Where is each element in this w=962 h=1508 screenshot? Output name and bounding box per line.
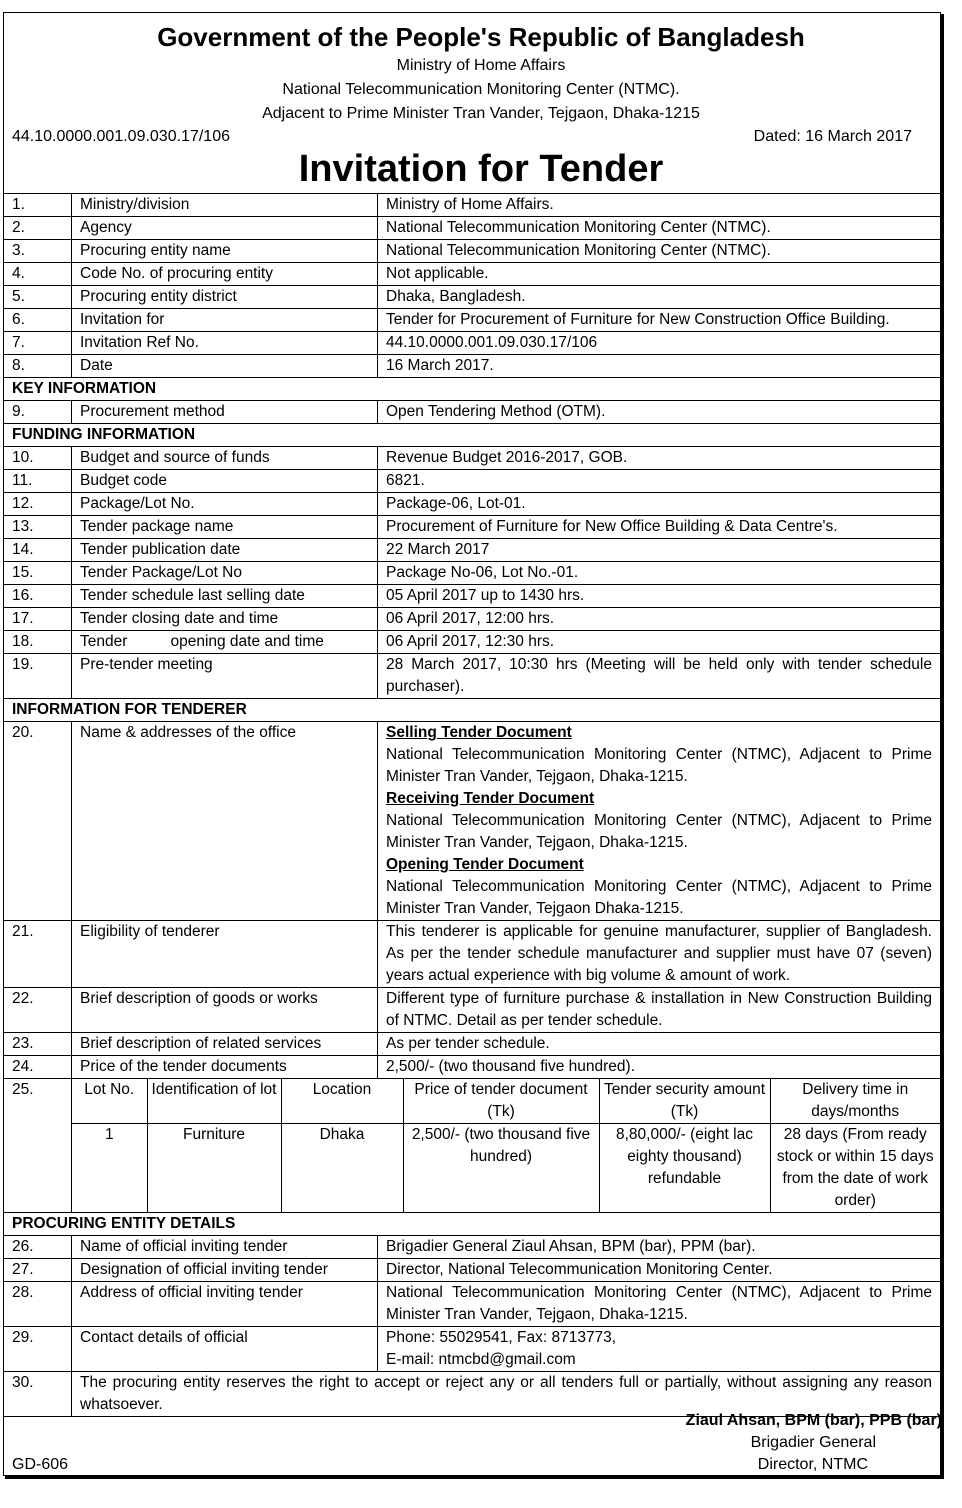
table-row	[4, 470, 941, 493]
table-row	[4, 585, 941, 608]
row-value: Ministry of Home Affairs.	[378, 194, 941, 217]
footer-code: GD-606	[12, 1456, 69, 1473]
signatory-rank: Brigadier General	[750, 1434, 876, 1451]
row-label: Tender publication date	[72, 539, 378, 562]
row-number: 9.	[4, 401, 72, 424]
table-row	[4, 562, 941, 585]
table-row	[4, 194, 941, 217]
row-label: Eligibility of tenderer	[72, 921, 378, 988]
row-label: Procuring entity name	[72, 240, 378, 263]
lot-header-cell: Lot No.	[72, 1079, 147, 1124]
lot-cell: 8,80,000/- (eight lac eighty thousand) refundable	[599, 1124, 770, 1213]
receiving-document-address: National Telecommunication Monitoring Center (NTMC), Adjacent to Prime Minister Tran Vander, Tejgaon, Dhaka-1215.	[386, 812, 932, 851]
row-label: Tender closing date and time	[72, 608, 378, 631]
table-row	[4, 921, 941, 988]
table-row	[4, 286, 941, 309]
row-number: 19.	[4, 654, 72, 699]
table-row	[4, 355, 941, 378]
section-information-for-tenderer: INFORMATION FOR TENDERER	[4, 699, 941, 722]
row-number: 11.	[4, 470, 72, 493]
row-value: 22 March 2017	[378, 539, 941, 562]
row-number: 2.	[4, 217, 72, 240]
lot-header-cell: Identification of lot	[147, 1079, 281, 1124]
table-row	[4, 263, 941, 286]
table-row	[4, 1372, 941, 1417]
lot-header-cell: Price of tender document (Tk)	[403, 1079, 599, 1124]
lot-header-cell: Tender security amount (Tk)	[599, 1079, 770, 1124]
memo-date: Dated: 16 March 2017	[753, 128, 912, 145]
row-number: 24.	[4, 1056, 72, 1079]
row-label: Name of official inviting tender	[72, 1236, 378, 1259]
row-value: Not applicable.	[378, 263, 941, 286]
section-procuring-entity-details: PROCURING ENTITY DETAILS	[4, 1213, 941, 1236]
section-funding-information: FUNDING INFORMATION	[4, 424, 941, 447]
table-row	[4, 447, 941, 470]
row-value: 06 April 2017, 12:30 hrs.	[378, 631, 941, 654]
row-value: As per tender schedule.	[378, 1033, 941, 1056]
lot-header-cell: Delivery time in days/months	[770, 1079, 940, 1124]
row-number: 17.	[4, 608, 72, 631]
row-number: 18.	[4, 631, 72, 654]
row-number: 4.	[4, 263, 72, 286]
row-value: National Telecommunication Monitoring Center (NTMC), Adjacent to Prime Minister Tran Vander, Tejgaon, Dhaka-1215.	[378, 1282, 941, 1327]
lot-header-cell: Location	[281, 1079, 403, 1124]
organization-address: Adjacent to Prime Minister Tran Vander, Tejgaon, Dhaka-1215	[262, 105, 700, 122]
table-row	[4, 608, 941, 631]
row-value: Procurement of Furniture for New Office Building & Data Centre's.	[378, 516, 941, 539]
lot-cell: 1	[72, 1124, 147, 1213]
row-number: 20.	[4, 722, 72, 921]
row-value: 6821.	[378, 470, 941, 493]
row-label: Brief description of related services	[72, 1033, 378, 1056]
row-value: 06 April 2017, 12:00 hrs.	[378, 608, 941, 631]
lot-cell: 2,500/- (two thousand five hundred)	[403, 1124, 599, 1213]
row-label: Date	[72, 355, 378, 378]
row-label: Name & addresses of the office	[72, 722, 378, 921]
row-label: Tender package name	[72, 516, 378, 539]
row-value: 28 March 2017, 10:30 hrs (Meeting will be held only with tender schedule purchaser).	[378, 654, 941, 699]
row-label: Procurement method	[72, 401, 378, 424]
row-number: 29.	[4, 1327, 72, 1372]
section-header-row	[4, 378, 941, 401]
row-number: 28.	[4, 1282, 72, 1327]
contact-details	[378, 1327, 941, 1372]
row-value: 2,500/- (two thousand five hundred).	[378, 1056, 941, 1079]
row-value: Dhaka, Bangladesh.	[378, 286, 941, 309]
row-label: Price of the tender documents	[72, 1056, 378, 1079]
selling-document-address: National Telecommunication Monitoring Center (NTMC), Adjacent to Prime Minister Tran Vander, Tejgaon, Dhaka-1215.	[386, 746, 932, 785]
table-row	[4, 631, 941, 654]
signatory-title: Director, NTMC	[757, 1456, 868, 1473]
lot-table-cell	[72, 1079, 941, 1213]
contact-phone-fax: Phone: 55029541, Fax: 8713773,	[386, 1329, 617, 1346]
row-label: Designation of official inviting tender	[72, 1259, 378, 1282]
ministry-name: Ministry of Home Affairs	[396, 57, 566, 74]
row-label: Procuring entity district	[72, 286, 378, 309]
tender-details-table	[3, 193, 941, 1417]
table-row	[4, 401, 941, 424]
lot-table-row	[72, 1124, 940, 1213]
row-value: Revenue Budget 2016-2017, GOB.	[378, 447, 941, 470]
border-shadow-right	[941, 14, 944, 1478]
row-label: Ministry/division	[72, 194, 378, 217]
row-value: 05 April 2017 up to 1430 hrs.	[378, 585, 941, 608]
row-number: 1.	[4, 194, 72, 217]
row-label: Pre-tender meeting	[72, 654, 378, 699]
table-row	[4, 1236, 941, 1259]
table-row	[4, 332, 941, 355]
row-number: 23.	[4, 1033, 72, 1056]
row-value: Director, National Telecommunication Monitoring Center.	[378, 1259, 941, 1282]
row-number: 7.	[4, 332, 72, 355]
row-label: Code No. of procuring entity	[72, 263, 378, 286]
section-header-row	[4, 699, 941, 722]
table-row	[4, 240, 941, 263]
row-number: 6.	[4, 309, 72, 332]
section-key-information: KEY INFORMATION	[4, 378, 941, 401]
lot-table-header	[72, 1079, 940, 1124]
row-value: Package-06, Lot-01.	[378, 493, 941, 516]
row-number: 25.	[4, 1079, 72, 1213]
row-value: Package No-06, Lot No.-01.	[378, 562, 941, 585]
row-number: 13.	[4, 516, 72, 539]
reservation-clause: The procuring entity reserves the right to accept or reject any or all tenders full or partially, without assigning any reason whatsoever.	[72, 1372, 941, 1417]
row-value: This tenderer is applicable for genuine manufacturer, supplier of Bangladesh. As per the tender schedule manufacturer and supplier must have 07 (seven) years actual experience with big volume & amount of work.	[378, 921, 941, 988]
section-header-row	[4, 424, 941, 447]
row-label: Contact details of official	[72, 1327, 378, 1372]
office-addresses	[378, 722, 941, 921]
table-row	[4, 309, 941, 332]
contact-email: E-mail: ntmcbd@gmail.com	[386, 1351, 576, 1368]
row-label: Invitation Ref No.	[72, 332, 378, 355]
lot-cell: Furniture	[147, 1124, 281, 1213]
row-number: 8.	[4, 355, 72, 378]
row-label: Brief description of goods or works	[72, 988, 378, 1033]
row-number: 5.	[4, 286, 72, 309]
table-row	[4, 1327, 941, 1372]
table-row	[4, 1259, 941, 1282]
document-heading: Invitation for Tender	[298, 148, 664, 190]
table-row	[4, 988, 941, 1033]
row-number: 22.	[4, 988, 72, 1033]
memo-reference: 44.10.0000.001.09.030.17/106	[12, 128, 230, 145]
receiving-document-heading: Receiving Tender Document	[386, 790, 595, 807]
row-value: 44.10.0000.001.09.030.17/106	[378, 332, 941, 355]
row-number: 15.	[4, 562, 72, 585]
table-row	[4, 516, 941, 539]
row-value: 16 March 2017.	[378, 355, 941, 378]
row-label: Tender Package/Lot No	[72, 562, 378, 585]
table-row	[4, 654, 941, 699]
organization-name: National Telecommunication Monitoring Center (NTMC).	[282, 81, 680, 98]
row-label: Package/Lot No.	[72, 493, 378, 516]
row-label: Tender opening date and time	[72, 631, 378, 654]
row-number: 26.	[4, 1236, 72, 1259]
row-number: 21.	[4, 921, 72, 988]
government-title: Government of the People's Republic of Bangladesh	[157, 22, 805, 52]
opening-document-address: National Telecommunication Monitoring Center (NTMC), Adjacent to Prime Minister Tran Vander, Tejgaon Dhaka-1215.	[386, 878, 932, 917]
table-row	[4, 722, 941, 921]
row-label: Invitation for	[72, 309, 378, 332]
table-row	[4, 1056, 941, 1079]
row-label: Budget code	[72, 470, 378, 493]
table-row	[4, 217, 941, 240]
lot-table	[72, 1079, 940, 1212]
row-label: Agency	[72, 217, 378, 240]
table-row	[4, 1282, 941, 1327]
table-row	[4, 1079, 941, 1213]
row-number: 14.	[4, 539, 72, 562]
signatory-name: Ziaul Ahsan, BPM (bar), PPB (bar)	[685, 1412, 942, 1429]
row-label: Budget and source of funds	[72, 447, 378, 470]
lot-cell: Dhaka	[281, 1124, 403, 1213]
row-number: 16.	[4, 585, 72, 608]
row-number: 30.	[4, 1372, 72, 1417]
row-value: Tender for Procurement of Furniture for New Construction Office Building.	[378, 309, 941, 332]
selling-document-heading: Selling Tender Document	[386, 724, 572, 741]
row-value: Open Tendering Method (OTM).	[378, 401, 941, 424]
section-header-row	[4, 1213, 941, 1236]
row-value: Different type of furniture purchase & installation in New Construction Building of NTMC. Detail as per tender schedule.	[378, 988, 941, 1033]
row-value: Brigadier General Ziaul Ahsan, BPM (bar), PPM (bar).	[378, 1236, 941, 1259]
row-label: Address of official inviting tender	[72, 1282, 378, 1327]
row-value: National Telecommunication Monitoring Center (NTMC).	[378, 240, 941, 263]
border-shadow-bottom	[5, 1476, 944, 1479]
table-row	[4, 539, 941, 562]
row-label: Tender schedule last selling date	[72, 585, 378, 608]
lot-cell: 28 days (From ready stock or within 15 days from the date of work order)	[770, 1124, 940, 1213]
row-number: 10.	[4, 447, 72, 470]
row-value: National Telecommunication Monitoring Center (NTMC).	[378, 217, 941, 240]
table-row	[4, 493, 941, 516]
opening-document-heading: Opening Tender Document	[386, 856, 584, 873]
row-number: 3.	[4, 240, 72, 263]
row-number: 12.	[4, 493, 72, 516]
row-number: 27.	[4, 1259, 72, 1282]
table-row	[4, 1033, 941, 1056]
